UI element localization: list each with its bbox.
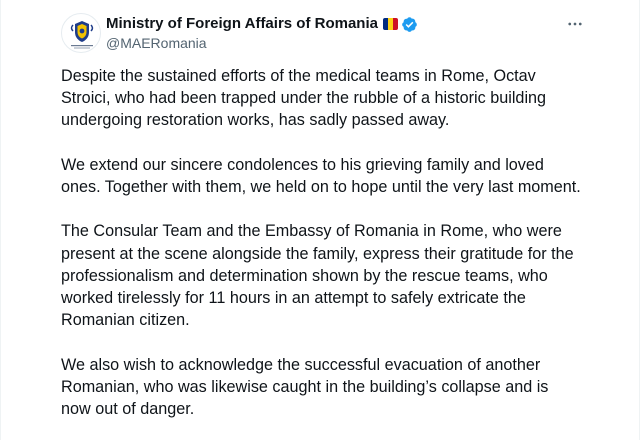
account-name-row[interactable] bbox=[106, 14, 418, 34]
account-handle[interactable]: @MAERomania bbox=[106, 35, 207, 51]
post-paragraph: Despite the sustained efforts of the medical teams in Rome, Octav Stroici, who had been trapped under the rubble of a historic building undergoing restoration works, has sadly passed away. bbox=[61, 67, 547, 130]
account-avatar[interactable] bbox=[61, 13, 101, 53]
post-text bbox=[61, 65, 581, 442]
coat-of-arms-logo bbox=[62, 14, 101, 53]
flag-red-stripe bbox=[393, 18, 398, 30]
post-paragraph: We also wish to acknowledge the successful evacuation of another Romanian, who was likewise caught in the building’s collapse and is now out of danger. bbox=[61, 355, 549, 418]
post-paragraph: We extend our sincere condolences to his grieving family and loved ones. Together with them, we held on to hope until the very last moment. bbox=[61, 155, 581, 196]
more-horizontal-icon bbox=[566, 15, 584, 33]
post-paragraph: The Consular Team and the Embassy of Romania in Rome, who were present at the scene alongside the family, express their gratitude for the professionalism and determination shown by the rescue teams, who worked tirelessly for 11 hours in an attempt to safely extricate the Romanian citizen. bbox=[61, 222, 574, 330]
more-options-button[interactable] bbox=[561, 10, 589, 38]
display-name[interactable]: Ministry of Foreign Affairs of Romania bbox=[106, 15, 378, 32]
verified-badge-icon[interactable] bbox=[401, 16, 418, 33]
romania-flag-icon bbox=[383, 18, 398, 30]
